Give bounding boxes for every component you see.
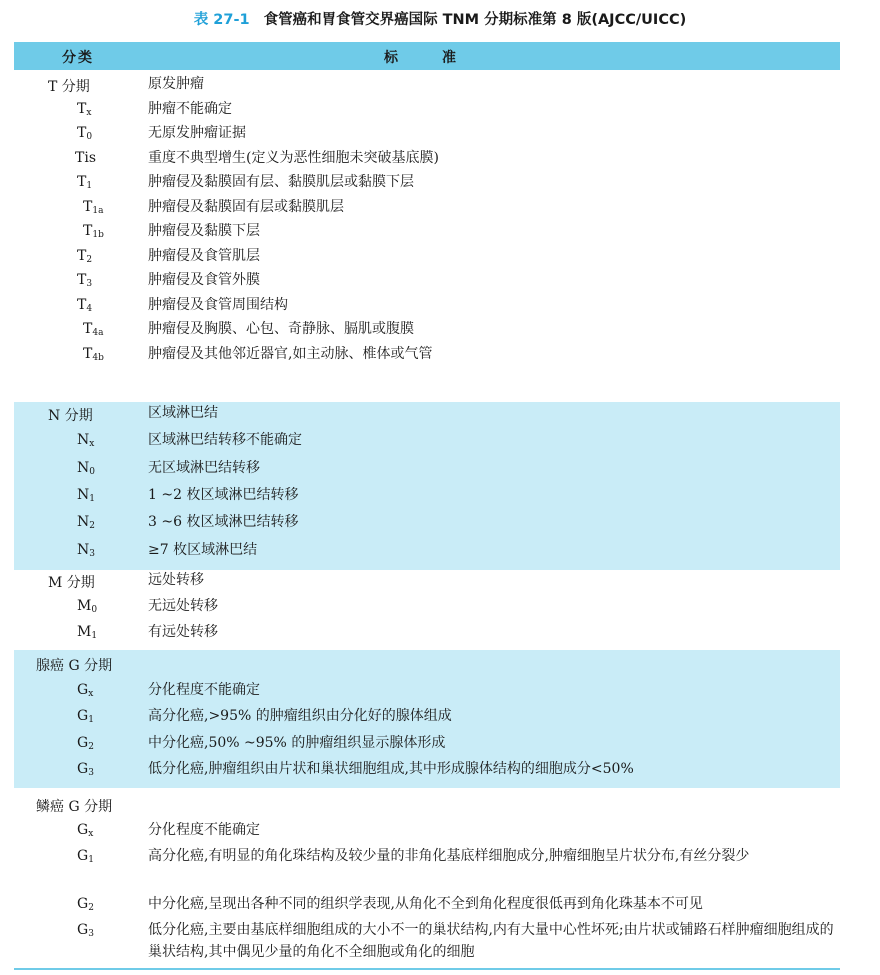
row-category: $G_3$ xyxy=(77,761,94,778)
row-category: $N_3$ xyxy=(77,541,95,559)
row-category: M 分期 xyxy=(48,575,95,591)
row-criteria: 无区域淋巴结转移 xyxy=(148,459,260,476)
row-category: $T_{1b}$ xyxy=(83,223,104,240)
row-criteria: 低分化癌,主要由基底样细胞组成的大小不一的巢状结构,内有大量中心性坏死;由片状或铺路石样肿瘤细胞组成的巢状结构,其中偶见少量的角化不全细胞或角化的细胞 xyxy=(148,922,834,960)
row-criteria: 有远处转移 xyxy=(148,624,218,640)
row-criteria: 无原发肿瘤证据 xyxy=(148,125,246,141)
row-category: $G_1$ xyxy=(77,848,94,865)
row-category: T 分期 xyxy=(48,79,90,95)
row-criteria: 肿瘤侵及食管肌层 xyxy=(148,247,260,264)
table-caption xyxy=(0,8,880,29)
row-category: $T_x$ xyxy=(77,100,92,118)
row-criteria: 分化程度不能确定 xyxy=(148,681,260,698)
row-criteria: 高分化癌,>95% 的肿瘤组织由分化好的腺体组成 xyxy=(148,708,452,724)
row-criteria: 低分化癌,肿瘤组织由片状和巢状细胞组成,其中形成腺体结构的细胞成分<50% xyxy=(148,761,634,777)
row-criteria: 中分化癌,50% ~95% 的肿瘤组织显示腺体形成 xyxy=(148,734,446,751)
row-category: $T_4$ xyxy=(77,296,93,314)
row-category: $N_1$ xyxy=(77,486,95,504)
row-criteria: 高分化癌,有明显的角化珠结构及较少量的非角化基底样细胞成分,肿瘤细胞呈片状分布,有丝分裂少 xyxy=(148,848,750,864)
row-criteria: 肿瘤侵及其他邻近器官,如主动脉、椎体或气管 xyxy=(148,345,433,362)
row-category: $N_0$ xyxy=(77,459,95,477)
row-criteria: 肿瘤侵及胸膜、心包、奇静脉、膈肌或腹膜 xyxy=(148,321,414,337)
row-category: $M_0$ xyxy=(77,598,98,615)
row-criteria: 重度不典型增生(定义为恶性细胞未突破基底膜) xyxy=(148,149,439,166)
row-criteria: 3 ~6 枚区域淋巴结转移 xyxy=(148,514,299,531)
row-category: $T_{4a}$ xyxy=(83,321,104,338)
row-criteria: 分化程度不能确定 xyxy=(148,822,260,838)
row-category: Tis xyxy=(75,149,96,166)
row-category: $N_2$ xyxy=(77,514,95,532)
table-header xyxy=(14,42,840,70)
row-criteria: 原发肿瘤 xyxy=(148,76,204,92)
row-category: $G_2$ xyxy=(77,734,94,752)
row-category: $T_{1a}$ xyxy=(83,198,104,216)
row-category: $T_1$ xyxy=(77,174,93,191)
row-criteria: 无远处转移 xyxy=(148,598,218,614)
row-criteria: 远处转移 xyxy=(148,572,204,588)
table-title: 食管癌和胃食管交界癌国际 TNM 分期标准第 8 版(AJCC/UICC) xyxy=(263,12,687,28)
row-category: $T_2$ xyxy=(77,247,93,265)
row-category: $G_1$ xyxy=(77,708,94,725)
bottom-rule xyxy=(14,968,840,970)
row-category: $T_0$ xyxy=(77,125,93,142)
row-category: $T_{4b}$ xyxy=(83,345,104,363)
table-number: 表 27-1 xyxy=(193,12,250,28)
row-criteria: 肿瘤侵及食管周围结构 xyxy=(148,296,288,313)
row-category: $T_3$ xyxy=(77,272,93,289)
row-category: $N_x$ xyxy=(77,432,95,450)
row-category: $G_2$ xyxy=(77,896,94,913)
row-criteria: 肿瘤侵及黏膜下层 xyxy=(148,223,260,239)
row-criteria: 中分化癌,呈现出各种不同的组织学表现,从角化不全到角化程度很低再到角化珠基本不可见 xyxy=(148,896,703,912)
row-category: 腺癌 G 分期 xyxy=(36,658,113,674)
row-criteria: 肿瘤侵及黏膜固有层或黏膜肌层 xyxy=(148,198,344,215)
row-category: N 分期 xyxy=(48,408,93,424)
row-category: $G_x$ xyxy=(77,681,94,699)
row-criteria: 区域淋巴结转移不能确定 xyxy=(148,432,302,449)
row-criteria: 肿瘤侵及食管外膜 xyxy=(148,272,260,288)
row-category: 鳞癌 G 分期 xyxy=(36,799,113,815)
row-criteria: 区域淋巴结 xyxy=(148,405,218,421)
row-criteria: 1 ~2 枚区域淋巴结转移 xyxy=(148,486,299,503)
row-criteria: 肿瘤侵及黏膜固有层、黏膜肌层或黏膜下层 xyxy=(148,174,414,190)
row-criteria: ≥7 枚区域淋巴结 xyxy=(148,541,258,558)
row-criteria: 肿瘤不能确定 xyxy=(148,100,232,117)
header-category: 分类 xyxy=(62,50,94,66)
row-category: $G_3$ xyxy=(77,922,94,939)
row-category: $M_1$ xyxy=(77,624,98,641)
header-criteria: 标 准 xyxy=(384,50,456,66)
row-category: $G_x$ xyxy=(77,822,94,839)
